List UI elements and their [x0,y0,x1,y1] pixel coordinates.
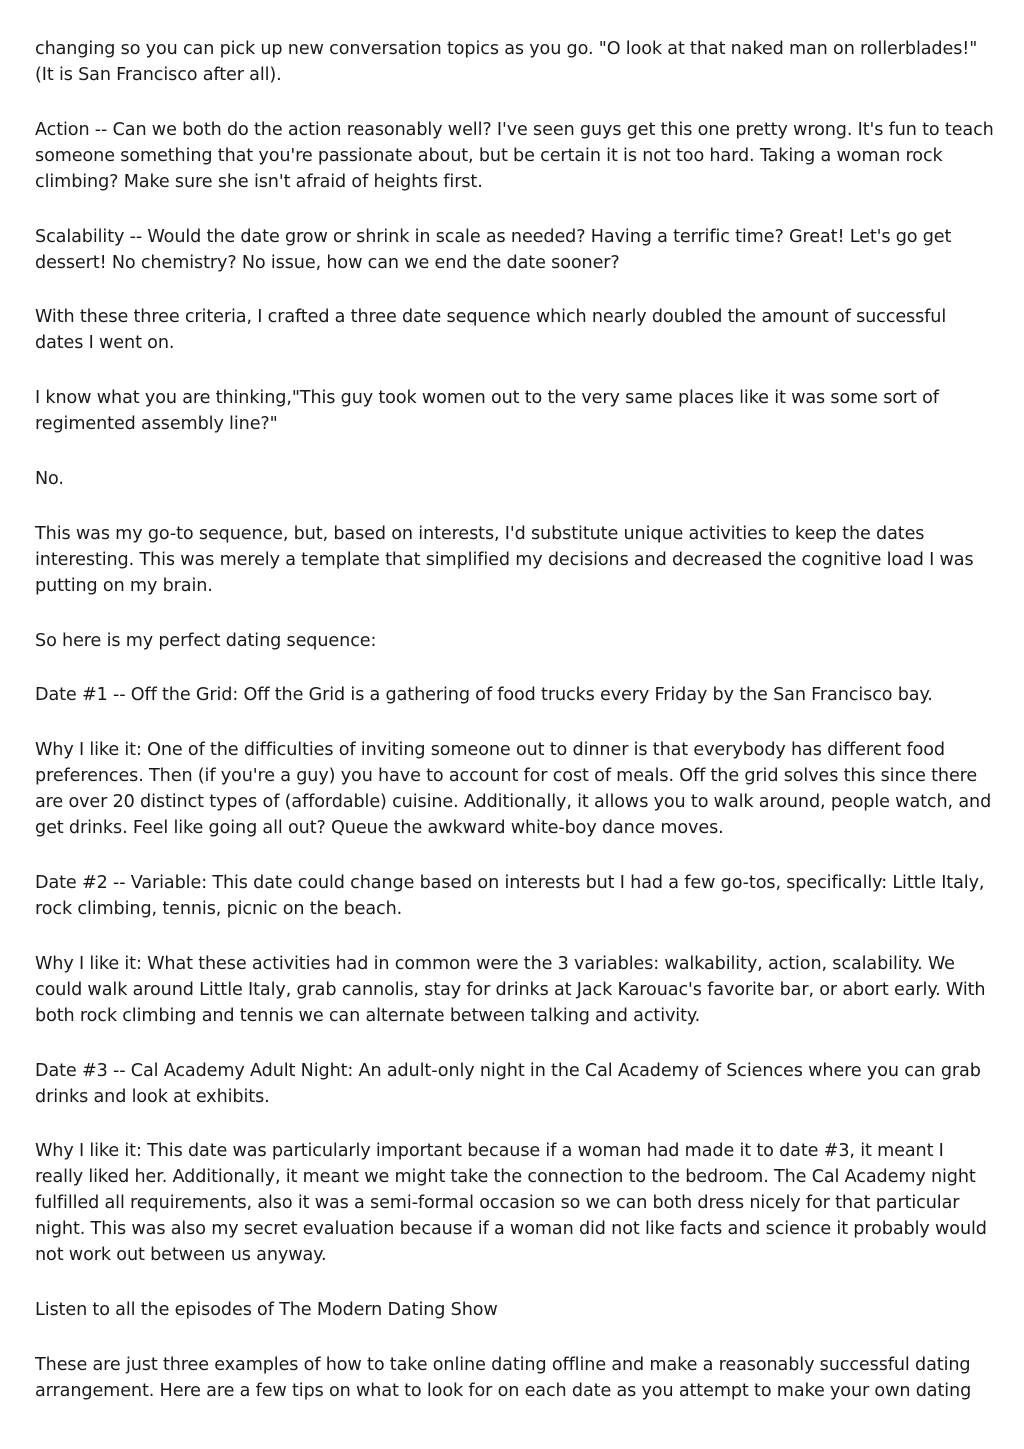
paragraph-date-2: Date #2 -- Variable: This date could change based on interests but I had a few go-tos, specifically: Little Italy, rock climbing, tennis, picnic on the beach. [35,872,985,919]
paragraph-date-3: Date #3 -- Cal Academy Adult Night: An adult-only night in the Cal Academy of Sciences where you can grab drinks and look at exhibits. [35,1060,981,1107]
paragraph-perfect-sequence-intro: So here is my perfect dating sequence: [35,630,377,651]
paragraph-go-to-sequence: This was my go-to sequence, but, based on interests, I'd substitute unique activities to keep the dates interesting. This was merely a template that simplified my decisions and decreased the cognitive load I was putting on my brain. [35,523,974,596]
paragraph-conclusion: These are just three examples of how to take online dating offline and make a reasonably successful dating arrangement. Here are a few tips on what to look for on each date as you attempt to make your own dating [35,1354,972,1401]
paragraph-thinking: I know what you are thinking,"This guy took women out to the very same places like it was some sort of regimented assembly line?" [35,388,939,435]
paragraph-conversation-topics: changing so you can pick up new conversation topics as you go. "O look at that naked man on rollerblades!" (It is San Francisco after all). [35,39,978,85]
document-body [35,36,995,1404]
paragraph-listen-episodes: Listen to all the episodes of The Modern Dating Show [35,1300,498,1321]
paragraph-three-criteria: With these three criteria, I crafted a three date sequence which nearly doubled the amount of successful dates I went on. [35,307,947,354]
paragraph-date-1: Date #1 -- Off the Grid: Off the Grid is a gathering of food trucks every Friday by the San Francisco bay. [35,685,933,706]
paragraph-date-3-why: Why I like it: This date was particularly important because if a woman had made it to date #3, it meant I really liked her. Additionally, it meant we might take the connection to the bedroom. The Cal Academy night fulfilled all requirements, also it was a semi-formal occasion so we can both dress nicely for that particular night. This was also my secret evaluation because if a woman did not like facts and science it probably would not work out between us anyway. [35,1141,987,1266]
paragraph-action: Action -- Can we both do the action reasonably well? I've seen guys get this one pretty wrong. It's fun to teach someone something that you're passionate about, but be certain it is not too hard. Taking a woman rock climbing? Make sure she isn't afraid of heights first. [35,119,994,192]
paragraph-no: No. [35,468,64,489]
paragraph-date-2-why: Why I like it: What these activities had in common were the 3 variables: walkability, action, scalability. We could walk around Little Italy, grab cannolis, stay for drinks at Jack Karouac's favorite bar, or abort early. With both rock climbing and tennis we can alternate between talking and activity. [35,953,986,1026]
paragraph-date-1-why: Why I like it: One of the difficulties of inviting someone out to dinner is that everybody has different food preferences. Then (if you're a guy) you have to account for cost of meals. Off the grid solves this since there are over 20 distinct types of (affordable) cuisine. Additionally, it allows you to walk around, people watch, and get drinks. Feel like going all out? Queue the awkward white-boy dance moves. [35,740,992,839]
paragraph-scalability: Scalability -- Would the date grow or shrink in scale as needed? Having a terrific time? Great! Let's go get dessert! No chemistry? No issue, how can we end the date sooner? [35,226,952,273]
